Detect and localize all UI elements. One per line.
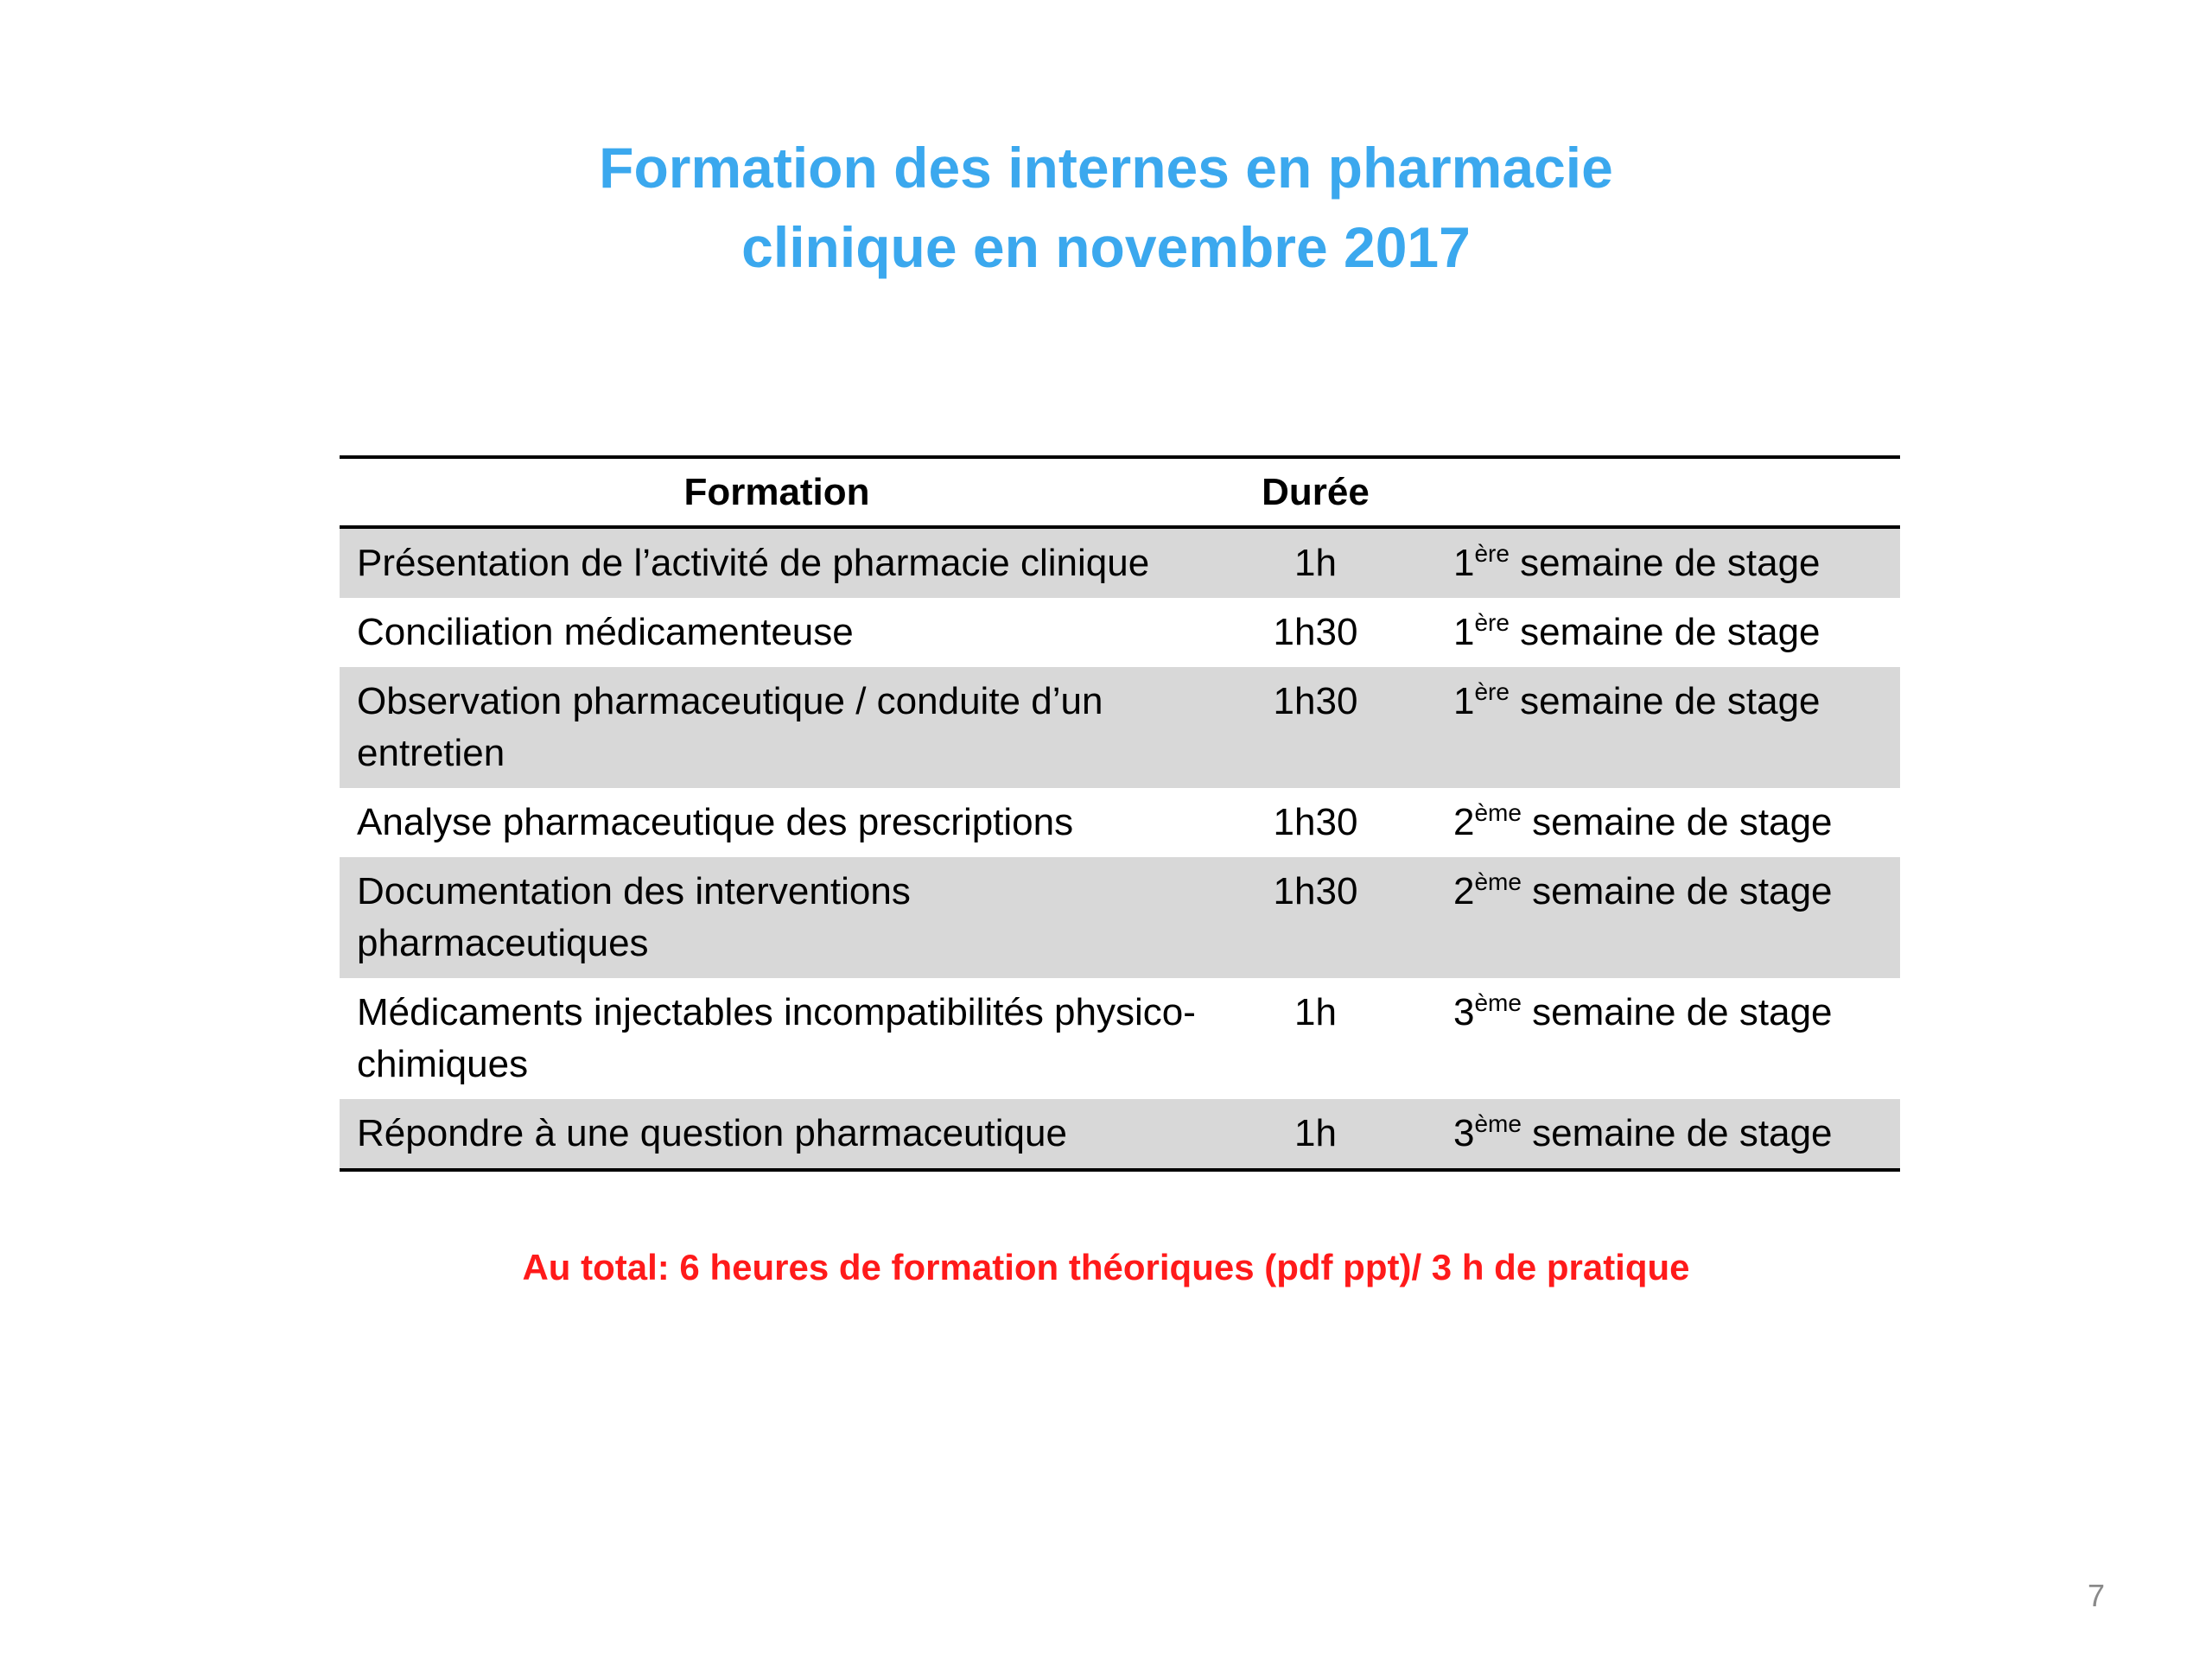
cell-formation: Conciliation médicamenteuse xyxy=(357,611,854,653)
cell-semaine xyxy=(1417,1099,1900,1170)
cell-formation: Observation pharmaceutique / conduite d’un entretien xyxy=(357,680,1103,774)
week-ordinal-suffix: ème xyxy=(1474,1110,1522,1137)
cell-formation: Documentation des interventions pharmaceutiques xyxy=(357,870,911,964)
week-number: 1 xyxy=(1453,680,1475,722)
cell-formation: Médicaments injectables incompatibilités physico-chimiques xyxy=(357,991,1196,1085)
cell-duree: 1h xyxy=(1294,991,1337,1033)
slide-title-line-2: clinique en novembre 2017 xyxy=(741,215,1471,279)
week-label: semaine de stage xyxy=(1521,870,1833,912)
cell-duree: 1h30 xyxy=(1273,801,1358,843)
week-number: 3 xyxy=(1453,991,1475,1033)
week-label: semaine de stage xyxy=(1509,611,1821,653)
cell-semaine xyxy=(1417,527,1900,598)
cell-semaine xyxy=(1417,978,1900,1099)
table-row xyxy=(340,978,1900,1099)
week-number: 1 xyxy=(1453,611,1475,653)
week-label: semaine de stage xyxy=(1521,1112,1833,1154)
cell-formation: Analyse pharmaceutique des prescriptions xyxy=(357,801,1074,843)
cell-duree: 1h30 xyxy=(1273,870,1358,912)
week-number: 2 xyxy=(1453,870,1475,912)
cell-formation: Présentation de l’activité de pharmacie clinique xyxy=(357,542,1150,584)
header-duree: Durée xyxy=(1262,470,1370,513)
cell-duree: 1h xyxy=(1294,1112,1337,1154)
week-number: 3 xyxy=(1453,1112,1475,1154)
page-number: 7 xyxy=(2087,1578,2105,1613)
week-ordinal-suffix: ère xyxy=(1474,678,1510,705)
week-ordinal-suffix: ème xyxy=(1474,868,1522,895)
week-number: 2 xyxy=(1453,801,1475,843)
table-row xyxy=(340,788,1900,857)
week-ordinal-suffix: ère xyxy=(1474,540,1510,567)
cell-duree: 1h xyxy=(1294,542,1337,584)
header-formation: Formation xyxy=(683,470,870,513)
cell-formation: Répondre à une question pharmaceutique xyxy=(357,1112,1067,1154)
slide-title xyxy=(0,128,2212,287)
table-row xyxy=(340,1099,1900,1170)
table-header-row xyxy=(340,457,1900,527)
header-semaine xyxy=(1417,457,1900,527)
training-table xyxy=(340,455,1900,1172)
cell-semaine xyxy=(1417,667,1900,788)
week-ordinal-suffix: ème xyxy=(1474,799,1522,826)
week-label: semaine de stage xyxy=(1521,801,1833,843)
cell-semaine xyxy=(1417,857,1900,978)
table-row xyxy=(340,667,1900,788)
table-row xyxy=(340,527,1900,598)
week-ordinal-suffix: ème xyxy=(1474,989,1522,1016)
cell-duree: 1h30 xyxy=(1273,680,1358,722)
total-note: Au total: 6 heures de formation théoriques (pdf ppt)/ 3 h de pratique xyxy=(522,1247,1690,1287)
cell-semaine xyxy=(1417,598,1900,667)
week-number: 1 xyxy=(1453,542,1475,584)
table-row xyxy=(340,857,1900,978)
week-ordinal-suffix: ère xyxy=(1474,609,1510,636)
table-row xyxy=(340,598,1900,667)
slide-title-line-1: Formation des internes en pharmacie xyxy=(599,136,1613,200)
cell-duree: 1h30 xyxy=(1273,611,1358,653)
week-label: semaine de stage xyxy=(1521,991,1833,1033)
week-label: semaine de stage xyxy=(1509,542,1821,584)
week-label: semaine de stage xyxy=(1509,680,1821,722)
cell-semaine xyxy=(1417,788,1900,857)
